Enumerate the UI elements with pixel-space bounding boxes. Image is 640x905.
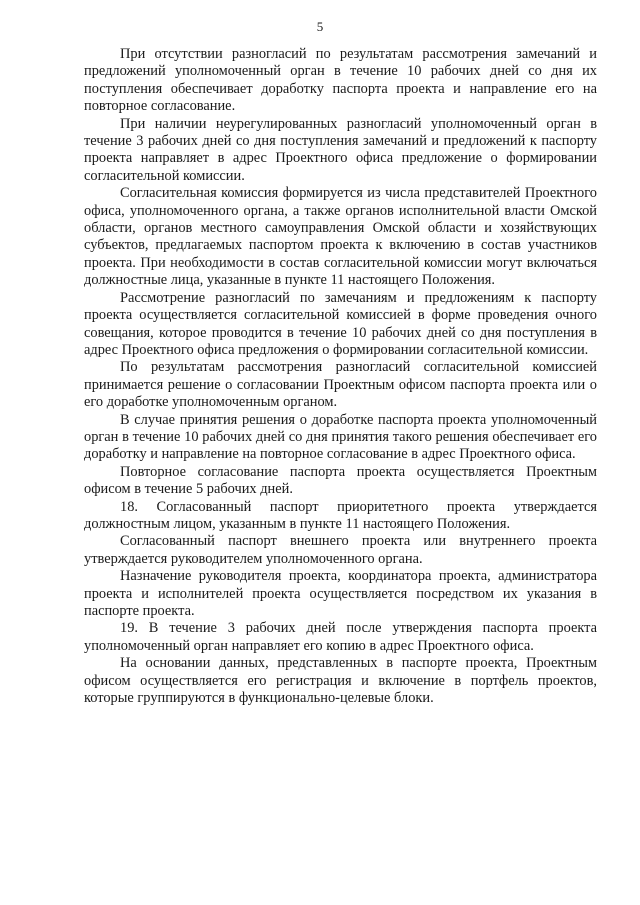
paragraph-commission-composition: Согласительная комиссия формируется из числа представителей Проектного офиса, уполномоченного органа, а также органов исполнительной власти Омской области, органов местного самоуправления Омской области и хозяйствующих субъектов, предлагаемых паспортом проекта к включению в состав участников проекта. При необходимости в состав согласительной комиссии могут включаться должностные лица, указанные в пункте 11 настоящего Положения. (84, 185, 597, 289)
paragraph-registration: На основании данных, представленных в паспорте проекта, Проектным офисом осуществляется его регистрация и включение в портфель проектов, которые группируются в функционально-целевые блоки. (84, 655, 597, 707)
paragraph-repeat-approval: Повторное согласование паспорта проекта осуществляется Проектным офисом в течение 5 рабочих дней. (84, 463, 597, 498)
paragraph-no-disagreements: При отсутствии разногласий по результатам рассмотрения замечаний и предложений уполномоченный орган в течение 10 рабочих дней со дня их поступления обеспечивает доработку паспорта проекта и направление его на повторное согласование. (84, 46, 597, 115)
paragraph-item-19: 19. В течение 3 рабочих дней после утверждения паспорта проекта уполномоченный орган направляет его копию в адрес Проектного офиса. (84, 620, 597, 654)
paragraph-revision-decision: В случае принятия решения о доработке паспорта проекта уполномоченный орган в течение 10 рабочих дней со дня принятия такого решения обеспечивает его доработку и направление на повторное согласование в адрес Проектного офиса. (84, 411, 597, 463)
paragraph-commission-decision: По результатам рассмотрения разногласий согласительной комиссией принимается решение о согласовании Проектным офисом паспорта проекта или о его доработке уполномоченным органом. (84, 359, 597, 411)
paragraph-appointments: Назначение руководителя проекта, координатора проекта, администратора проекта и исполнителей проекта осуществляется посредством их указания в паспорте проекта. (84, 568, 597, 619)
paragraph-disagreement-review: Рассмотрение разногласий по замечаниям и предложениям к паспорту проекта осуществляется согласительной комиссией в форме проведения очного совещания, которое проводится в течение 10 рабочих дней со дня поступления в адрес Проектного офиса предложения о формировании согласительной комиссии. (84, 289, 597, 358)
page-number: 5 (316, 19, 324, 34)
paragraph-external-internal-project: Согласованный паспорт внешнего проекта или внутреннего проекта утверждается руководителем уполномоченного органа. (84, 533, 597, 567)
paragraph-unresolved-disagreements: При наличии неурегулированных разногласий уполномоченный орган в течение 3 рабочих дней со дня поступления замечаний и предложений к паспорту проекта направляет в адрес Проектного офиса предложение о формировании согласительной комиссии. (84, 115, 597, 184)
document-body (84, 46, 597, 707)
paragraph-item-18: 18. Согласованный паспорт приоритетного проекта утверждается должностным лицом, указанным в пункте 11 настоящего Положения. (84, 498, 597, 532)
